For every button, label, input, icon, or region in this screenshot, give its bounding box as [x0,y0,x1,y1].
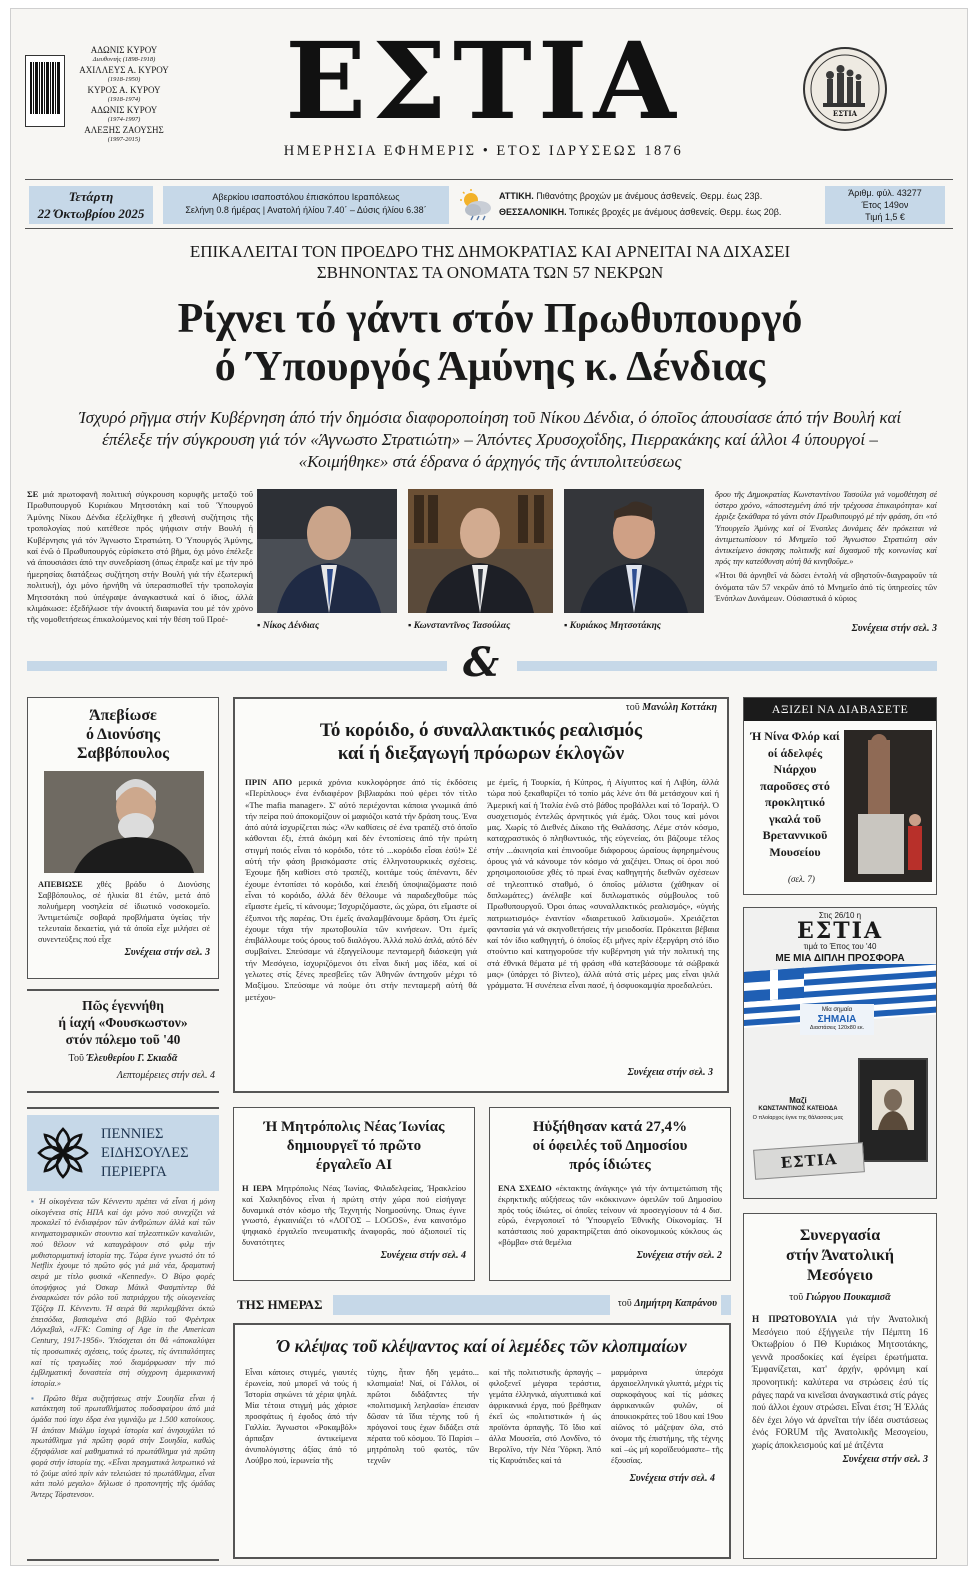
divider-line-left [27,661,447,671]
editorial-byline: τοῦ Μανώλη Κοττάκη [625,702,717,713]
founder: ΑΔΩΝΙΣ ΚΥΡΟΥ (1974-1997) [90,105,158,123]
east-med-continue: Συνέχεια στήν σελ. 3 [842,1453,928,1465]
pennies-header [27,1115,219,1191]
saints-of-day: Αβερκίου ισαποστόλου έπισκόπου Ιεραπόλεως [212,192,400,202]
obituary-body: ΑΠΕΒΙΩΣΕ χθές βράδυ ό Διονύσης Σαββόπουλος, σέ ήλικία 81 έτῶν, μετά άπό πολυήμερη νοσηλεία σέ ίδιωτικό νοσοκομεῖο. Άντιμετώπιζε σοβαρά προβλήματα ύγείας τήν τελευταία δεκαετία, γιά τά όποῖα εἶχε μιλήσει σέ συνεντεύξεις πού εἶχε [38,880,210,944]
obituary-title: Άπεβίωσε ό Διονύσης Σαββόπουλος [77,707,169,762]
photo-caption: ▪ Κωνσταντῖνος Τασούλας [408,621,511,631]
promo-rolled-paper: ΕΣΤΙΑ [753,1142,865,1180]
weather-icon [459,188,495,222]
photo-dendias [257,489,397,613]
metropolis-continue: Συνέχεια στήν σελ. 4 [380,1249,466,1261]
day-section-box [233,1323,731,1559]
day-section-col-2: τύχης, ἦταν ἤδη γεμάτο... κλοπιμαία! Ναί, οί Γάλλοι, οί πρῶτοι διδάξαντες τήν «πολιτισμική λεηλασία» έπεισαν δῶσαν τά ἴδια τέχνης τοῦ ή πρόγονοί τους έχων διδάξει στά πέρατα τοῦ κόσμου. Τό Παρίσι –μητρόπολη τοῦ φωτός, τῶν τεχνῶν [367,1368,479,1465]
debts-box [489,1107,731,1281]
promo-paper-title: ΕΣΤΙΑ [796,918,884,944]
date-box [29,186,153,224]
masthead-seal [803,47,887,131]
day-section-header [233,1295,731,1315]
day-section-col-3: καί τῆς πολιτιστικῆς άρπαγής –φιλοξενεῖ μέγαρα τεράστια, γεμάτα έλληνικά, αίγυπτιακά καί άφρικανικά έργα, πού βρέθηκαν έκεῖ ώς «πολιτιστικά» ή ώς προϊόντα άρπαγῆς. Τό ἴδιο καί άλλα Μουσεῖα, στό Λονδῖνο, τό Βερολῖνο, τήν Νέα Ύόρκη. Άπό τίς Καρυάτιδες καί τά [489,1368,601,1465]
must-read-photo [844,730,932,882]
lead-continue: Συνέχεια στήν σελ. 3 [851,623,937,634]
must-read-box [743,697,937,895]
promo-offer: ΜΕ ΜΙΑ ΔΙΠΛΗ ΠΡΟΣΦΟΡΑ [775,953,905,964]
masthead-title: ΕΣΤΙΑ [285,18,682,143]
info-bar [25,179,953,229]
metropolis-box [233,1107,475,1281]
history-continue: Λεπτομέρειες στήν σελ. 4 [116,1070,215,1081]
obituary-continue: Συνέχεια στήν σελ. 3 [124,947,210,958]
photo-mitsotakis [564,489,704,613]
ampersand: & [462,639,500,686]
must-read-header: ΑΞΙΖΕΙ ΝΑ ΔΙΑΒΑΣΕΤΕ [744,698,936,721]
lead-left-column: ΣΕ μιά πρωτοφανῆ πολιτική σύγκρουση κορυφῆς μεταξύ τοῦ Πρωθυπουργοῦ Κυριάκου Μητσοτάκη καί τοῦ Ύπουργοῦ Άμύνης Νίκου Δένδια έξελίχθηκε ή χθεσινή συζήτησις τῆς τροπολογίας πού κατέθεσε πρός ψήφισιν στήν Βουλή ή Κυβέρνησις γιά τόν Άγνωστο Στρατιώτη. Ό Ύπουργός Άμύνης, καί ένῶ ό Πρωθυπουργός εύρίσκετο στό βῆμα, όχι μόνο έπέλεξε νά άπουσιάσει άπό την συνεδρίαση (όπως έπραξε καί με τήν πρό ήμερησίας διατάξεως συζήτηση στήν Βουλή γιά τήν έξωτερική πολιτική), όχι μόνο ήρνήθη νά ύπερασπισθεῖ τήν τροπολογία Μητσοτάκη πού ύπέγραψε άναγκαστικά καί ό ίδιος, άλλά κλιμάκωσε: έξεδήλωσε τήν άνοικτή διαφωνία του μέ τόν χρόνο τῆς νομοθετήσεως έπικαλούμενος καί τήν θέση τοῦ Προέ- [27,489,253,625]
day-section-col-1: Εἶναι κάποιες στιγμές, γιαυτές έρωνεία, πού μπορεῖ νά τούς ή Ίστορία σηκώνει τά χέρια ψηλά. Μία τέτοια στιγμή μάς χάρισε προσφάτως ή έφοδος άπό τήν Γαλλία. Άγνωστοι «Ροκαμβόλ» άρπαξαν άντικείμενα άνυπολόγιστης άξίας άπό τό Λούβρο πού, ίερωνεία τῆς [245,1368,357,1465]
pennies-item-1: ▪ Ή οίκογένεια τῶν Κέννεντυ πρέπει νά εἶναι ή μόνη οίκογένεια στίς ΗΠΑ καί όχι μόνο πού συνεχίζει νά προκαλεῖ τό ένδιαφέρον τῶν άνθρώπων άλλά καί τῶν κινηματογραφικῶν στουντιο καί τηλεοπτικῶν καναλιῶν, πού θέλουν νά καταγράψουν στό φιλμ τήν μυθιστοριματική ίστορία της. Τώρα έγινε γνωστό ότι τό Netflix έχουμε τό πρῶτο φός γιά μιά νέα, δραματική σειρά με τίτλο φυσικά «Kennedy». Ό Βύρο φορές ύποψήφιος γιά Όσκαρ Μάικλ Φασμπίντερ θά ένσαρκώσει τόν ρόλο τοῦ πατριάρχου τῆς οίκογενείας Τζόζεφ Π. Κέννεντυ. Ή σειρά θά περιλαμβάνει όκτώ έπεισόδια, βασισμένα στό βιβλίο τοῦ Φρέντρικ Λόγκεβαλ, «JFK: Coming of Age in the American Century, 1917-1956». Ύπόσχεται ότι θά «άποκαλύψει τίς προσωπικές σχέσεις, τούς έρωτες, τίς άντιπαλότητες καί τίς τραγωδίες πού διαμόρφωσαν τήν πιό έμβληματική δυναστεία στή σύγχρονη άμερικανική ίστορία.» [31,1197,215,1388]
barcode-graphic [29,60,61,122]
day-section-col-4: μαρμάρινα ύπερόχα άρχαιοελληνικά γλυπτά, μέχρι τίς σαρκοφάγους καί τίς μάσκες άφρικανικῶν φυλῶν, οί άποικιοκράτες τοῦ 18ου καί 19ου αίῶνος τό μάζεψαν όλα, στό όνομα τῆς έπιστήμης, τῆς τέχνης καί –ώς μή κοροϊδευόμαστε– τῆς έξουσίας. [611,1368,723,1465]
east-med-byline: τοῦ Γιώργου Πουκαμισᾶ [789,1292,891,1303]
divider-line-right [517,661,937,671]
promo-box[interactable] [743,907,937,1199]
obituary-photo [44,771,204,873]
debts-body: ΕΝΑ ΣΧΕΔΙΟ «έκτακτης άνάγκης» γιά τήν άντιμετώπιση τῆς έκρηκτικῆς αὐξήσεως τῶν «κόκκινων» όφειλῶν τοῦ Δημοσίου πρός τούς ίδιώτες, οί όποῖες τείνουν νά προσεγγίσουν τά 4 δισ. εὐρώ, ένεργοποιεῖ τό Ύπουργεῖο Έθνικῆς Οίκονομίας. Ή κατάστασις πού χαρακτηρίζεται άπό οίκονομικούς κύκλους ώς «βόμβα» στά θεμέλια [498,1183,722,1247]
day-section-continue: Συνέχεια στήν σελ. 4 [629,1473,715,1484]
day-section-label: ΤΗΣ ΗΜΕΡΑΣ [233,1295,333,1315]
publication-year: Έτος 149ον [861,200,909,210]
weather-thessaloniki: ΘΕΣΣΑΛΟΝΙΚΗ. Τοπικές βροχές με άνέμους άσθενείς. Θερμ. έως 20β. [499,207,782,217]
photo-caption: ▪ Κυριάκος Μητσοτάκης [564,621,662,631]
founder: ΑΔΩΝΙΣ ΚΥΡΟΥ Διευθυντής (1898-1918) [90,45,158,63]
founder: ΑΛΕΞΗΣ ΖΑΟΥΣΗΣ (1997-2015) [84,125,164,143]
history-title: Πῶς έγεννήθη ή ίαχή «Φουσκωστον» στόν πόλεμο τοῦ '40 [58,998,188,1047]
must-read-title[interactable]: Ή Νίνα Φλόρ καί οί άδελφές Νιάρχου παροῦσες στό προκλητικό γκαλά τοῦ Βρεταννικοῦ Μουσείου [750,729,840,859]
pennies-item-2: ▪ Πρῶτο θέμα συζητήσεως στήν Σουηδία εἶναι ή κατάκτηση τοῦ πρωταθλήματος ποδοσφαίρου άπό μιά όμάδα πού ίσχυ έδρα ένα γυμνάζω με 1.500 κατοίκους. Ή άπόταν Μιάλμυ ίσχυρά ίστορία καί άνησυχάλει τό πρωτάθλημα γιά πρῶτη φορά στήν Σουηδία, καθώς έξησφάλισε καί μαθηματικά τό πρωτάθλημα γιά πρῶτη φορά στήν ίστορία της. «Εἶναι πραγματικά λυτρωτικό νά τό ζούμε αὐτό πρίν κάν τελειώσει τό πρωτάθλημα, εἶναι κάτι πολύ μεγαλο» δήλωσε ό προπονητής τῆς όμάδας Άντερς Τόρστενσον. [31,1393,215,1499]
metropolis-title: Ή Μητρόπολις Νέας Ίωνίας δημιουργεῖ τό πρῶτο έργαλεῖο AI [263,1119,445,1173]
issue-number: Άριθμ. φύλ. 43277 [848,188,922,198]
day-section-title: Ό κλέψας τοῦ κλέψαντος καί οί λεμέδες τῶν κλοπιμαίων [277,1336,687,1356]
newspaper-page [10,8,968,1566]
east-med-body: Η ΠΡΩΤΟΒΟΥΛΙΑ γιά τήν Άνατολική Μεσόγειο πού έξήγγειλε τήν Πέμπτη 16 Όκτωβρίου ό ΠΘ Κυριάκος Μητσοτάκης, γεννᾶ προσδοκίες καί έγείρει έρωτήματα. Έμφανίζεται, κατ' άρχήν, φρόνιμη καί προνοητική: καλύτερα να στρώσεις έσύ τίς ράγες παρά να κινεῖσαι άναγκαστικά στίς ράγες πού άλλοι έχουν στρώσει. Εἶναι έτσι; Ή Έλλάς δέν έχει λόγο νά άρνεῖται τήν ίδέα συστάσεως ένός FORUM τῆς Άνατολικῆς Μεσογείου, χωρίς άποκλεισμούς καί μέ άτζέντα [752,1314,928,1450]
east-med-box [743,1213,937,1559]
editorial-continue: Συνέχεια στήν σελ. 3 [627,1067,713,1078]
astro-info: Σελήνη 0.8 ήμέρας | Ανατολή ήλίου 7.40΄ – Δύσις ήλίου 6.38΄ [185,205,427,215]
must-read-page: (σελ. 7) [788,874,815,884]
founder: ΑΧΙΛΛΕΥΣ Α. ΚΥΡΟΥ (1918-1950) [79,65,169,83]
promo-book-cover [858,1058,928,1162]
price: Τιμή 1,5 € [865,212,905,222]
promo-date: Στις 26/10 η [818,911,862,920]
barcode [25,55,65,127]
weather-box [499,188,821,220]
debts-title: Ηὐξήθησαν κατά 27,4% οί όφειλές τοῦ Δημοσίου πρός ίδιώτες [532,1119,688,1173]
promo-flag-label: Μία σημαία ΣΗΜΑΙΑ Διαστάσεις 120x80 εκ. [800,1004,874,1035]
masthead-subtitle: ΗΜΕΡΗΣΙΑ ΕΦΗΜΕΡΙΣ • ΕΤΟΣ ΙΔΡΥΣΕΩΣ 1876 [283,143,684,159]
lead-kicker: ΕΠΙΚΑΛΕΙΤΑΙ ΤΟΝ ΠΡΟΕΔΡΟ ΤΗΣ ΔΗΜΟΚΡΑΤΙΑΣ ΚΑΙ ΑΡΝΕΙΤΑΙ ΝΑ ΔΙΧΑΣΕΙ ΣΒΗΝΟΝΤΑΣ ΤΑ ΟΝΟΜΑΤΑ ΤΩΝ 57 ΝΕΚΡΩΝ [189,242,791,282]
debts-continue: Συνέχεια στήν σελ. 2 [636,1249,722,1261]
lead-deck: Ίσχυρό ρῆγμα στήν Κυβέρνηση άπό τήν δημόσια διαφοροποίηση τοῦ Νίκου Δένδια, ό όποῖος άπουσίασε άπό τήν Βουλή καί έπέλεξε τήν σύγκρουση γιά τόν «Άγνωστο Στρατιώτη» – Άπόντες Χρυσοχοΐδης, Πιερρακάκης καί άλλοι 4 ύπουργοί – «Κοιμήθηκε» στά έδρανα ό άρχηγός τῆς άντιπολιτεύσεως [78,408,902,471]
day-section-byline: τοῦ Δημήτρη Καπράνου [610,1295,721,1315]
editorial-box [233,697,729,1093]
photo-caption: ▪ Νίκος Δένδιας [257,621,320,631]
seal-text: ΕΣΤΙΑ [832,109,858,118]
metropolis-body: Η ΙΕΡΑ Μητρόπολις Νέας Ίωνίας, Φιλαδελφείας, Ήρακλείου καί Χαλκηδόνος εἶναι ή πρώτη στήν χώρα πού εἰσήγαγε δυναμικά στόν κόσμο τῆς Τεχνητής Νοημοσύνης. Όπως έγινε γνωστό, έγκαινιάζει τό «ΛΟΓΟΣ – LOGOS», ένα καινοτόμο ψηφιακό έργαλεῖο πνευματικῆς άναφορᾶς, πού άξιοποιεῖ τίς δυνατότητες [242,1183,467,1247]
promo-tagline: τιμά το Έπος του '40 [803,942,877,951]
history-box [27,989,219,1093]
lead-right-column: δρου τῆς Δημοκρατίας Κωνσταντίνου Τασούλα γιά νομοθέτηση σέ ύστερο χρόνο, «άποστεγμένη άπό τήν τρέχουσα έπικαιρότητα» καί έρριξε ξεκάθαρα τό γάντι στόν Πρωθυπουργό μέ τήν φράση, ότι «τό Ύπουργεῖο Άμύνης καί οί Ένοπλες Δυνάμεις δέν πρόκειται νά άντιμετωπίσουν τό Μνημεῖο τοῦ Άγνωστου Στρατιώτη σάν άντικείμενο άσκησης πολιτικῆς καί διχασμοῦ τῆς κοινωνίας καί πρός την κατεύθυνση αὐτή θά κινηθοῦμε.» «Ήτοι θά άρνηθεῖ νά δώσει έντολή νά σβηστοῦν-διαγραφοῦν τά όνόματα τῶν 57 νεκρῶν άπό τό Μνημεῖο άπό τίς ύπηρεσίες τῶν Ένόπλων Δυνάμεων. Ούσιαστικά ό κύριος [715,490,937,603]
editorial-column-1: ΠΡΙΝ ΑΠΟ μερικά χρόνια κυκλοφόρησε άπό τίς έκδόσεις «Περίπλους» ένα ένδιαφέρον βιβλιαράκι πού φέρει τόν τίτλο «The mafia manager». Σ' αὐτό περιέχονται κάποια γνωμικά άπό τήν πείρα πού άποκομίζουν οί μαφιόζοι κατά τήν δράση τους. Ένα άπό αὐτά ίσχυρίζεται πώς: «Άν καθίσεις σέ ένα τραπέζι στό όποῖο κάθονται έξι, έπτά άκόμη καί δέν έντοπίσεις άπό τήν πρώτη στιγμή ποιός εἶναι τό κορόιδο, τότε τό ...κορόιδο εἶσαι έσύ!» Σέ αὐτή τήν φάση βρισκόμαστε στίς έλληνοτουρκικές σχέσεις. Έχουμε ἤδη καθίσει στό τραπέζι, κοιτάμε τούς άπέναντι, δέν έχουμε έντοπίσει τό κορόιδο, καί έπειδή ύποψιαζόμαστε ποιό εἶναι τό κορόιδο, άλλά δέν θέλουμε νά παραδεχθοῦμε πώς εἴμαστε έμεῖς, τί κάνουμε; Ίσχυριζόμαστε, ώς χώρα, ότι εἴμαστε οί έξυπνοι τῆς παρέας. Ότι έμεῖς άναλαμβάνουμε δράση. Ότι έμεῖς έχουμε τάχα τήν πρωτοβουλία τῶν κινήσεων. Ότι έμεῖς έπιβάλλουμε τούς όρους τοῦ διαλόγου. Άλλά πολύ άπλά, αὐτό δέν συμβαίνει. Σπεύσαμε νά έξαγγείλουμε πενταμερῆ διάσκεψη γιά τήν Μεσόγειο, ίσχυριζόμενοι ότι εἶναι δική μας ίδέα, καί οί γελωτες στίς ξένες πρεσβεῖες τῶν Άθηνῶν άντηχοῦν μέχρι τό Μαξίμου. Σπεύσαμε νά πούμε ότι στήν πενταμερῆ αὐτή θά μετέχου- [245,777,477,1002]
editorial-column-2: με έμεῖς, ή Τουρκία, ή Κύπρος, ή Αίγυπτος καί ή Λιβύη, άλλά τώρα πού ξεκαθαρίζει τό τοπίο μάς λένε ότι θά μετάσχουν καί ή Άμερική καί ή Ίταλία ένῶ στό βάθος προβάλλει καί τό Ίσραήλ. Ό συσχετισμός έντελῶς άρνητικός γιά έμάς. Όλοι τους καί μόνοι μας. Χωρίς τό Διεθνές Δίκαιο τῆς Θαλάσσης. Λέμε στόν κόσμο, καταχραστικός ό πληθωντικός, τῆς εύγενείας, ότι βάζουμε τέλος στήν ...άκινησία καί έπινοοῦμε διάφορους ώραίους άφηρημένους όρους γιά νά κάνουμε τόν κόσμο νά χαζέψει. Όπως οί όροι πού χρησιμοποιοῦσε χθές τό πρωί ένας καθηγητής διεθνῶν σχέσεων σέ τηλεοπτικό σταθμό, ό όποῖος μάλιστα (χάθηκαν οί διπλωμάτες;) άνέλαβε καί διπλωματικός σύμβουλος τοῦ Πρωθυπουργοῦ. Όροι όπως «συναλλακτικός ρεαλισμός», «ύγιής πατριωτισμός» έναντίον «διαιρετικοῦ λαϊκισμοῦ». Χρειάζεται φαντασία γιά νά σκηνοθετήσεις τήν μειοδοσία. Πρόκειται βέβαια καί τόν ίδιο καθηγητή, ό όποῖος έξι μῆνες πρίν έξεργάρη στό ίδιο στούντιο καί κατηγοροῦσε τήν κυβέρνηση γιά τήν πολιτική της στά έθνικά θέματα μέ τή φράση «θά κατεβάσουμε τά σώβρακά μας» (ύπάρχει τό βίντεο), άλλά αὐτά στίς μέρες μας εἶναι ψιλά γράμματα. Ή συνέπεια εἶναι πασέ, ή όσφυοκαμψία προεδαλεύει. [487,777,719,991]
founder: ΚΥΡΟΣ Α. ΚΥΡΟΥ (1918-1974) [87,85,161,103]
almanac-box [163,186,449,224]
pennies-ornament-icon [35,1125,91,1181]
founders-list [69,45,179,145]
weekday: Τετάρτη [68,189,114,204]
editorial-title: Τό κορόιδο, ό συναλλακτικός ρεαλισμός καί ή διεξαγωγή πρόωρων έκλογῶν [319,720,643,764]
pennies-title: ΠΕΝΝΙΕΣ ΕΙΔΗΣΟΥΛΕΣ ΠΕΡΙΕΡΓΑ [101,1126,189,1180]
issue-box [825,186,945,224]
pennies-box [27,1107,219,1561]
obituary-box [27,697,219,979]
promo-book-text: Μαζί ΚΩΝΣΤΑΝΤΙΝΟΣ ΚΑΤΕΙΟΔΑ Ο πλοίαρχος έγινε της θάλασσας μας [752,1096,844,1121]
history-byline: Τοῦ Έλευθερίου Γ. Σκιαδᾶ [68,1053,178,1064]
east-med-title: Συνεργασία στήν Άνατολική Μεσόγειο [785,1227,895,1284]
weather-attica: ΑΤΤΙΚΗ. Πιθανότης βροχών με άνέμους άσθενείς. Θερμ. έως 23β. [499,191,763,201]
lead-headline: Ρίχνει τό γάντι στόν Πρωθυπουργό ό Ύπουργός Άμύνης κ. Δένδιας [177,296,803,390]
date: 22 Όκτωβρίου 2025 [37,206,145,221]
photo-tasoulas [408,489,553,613]
